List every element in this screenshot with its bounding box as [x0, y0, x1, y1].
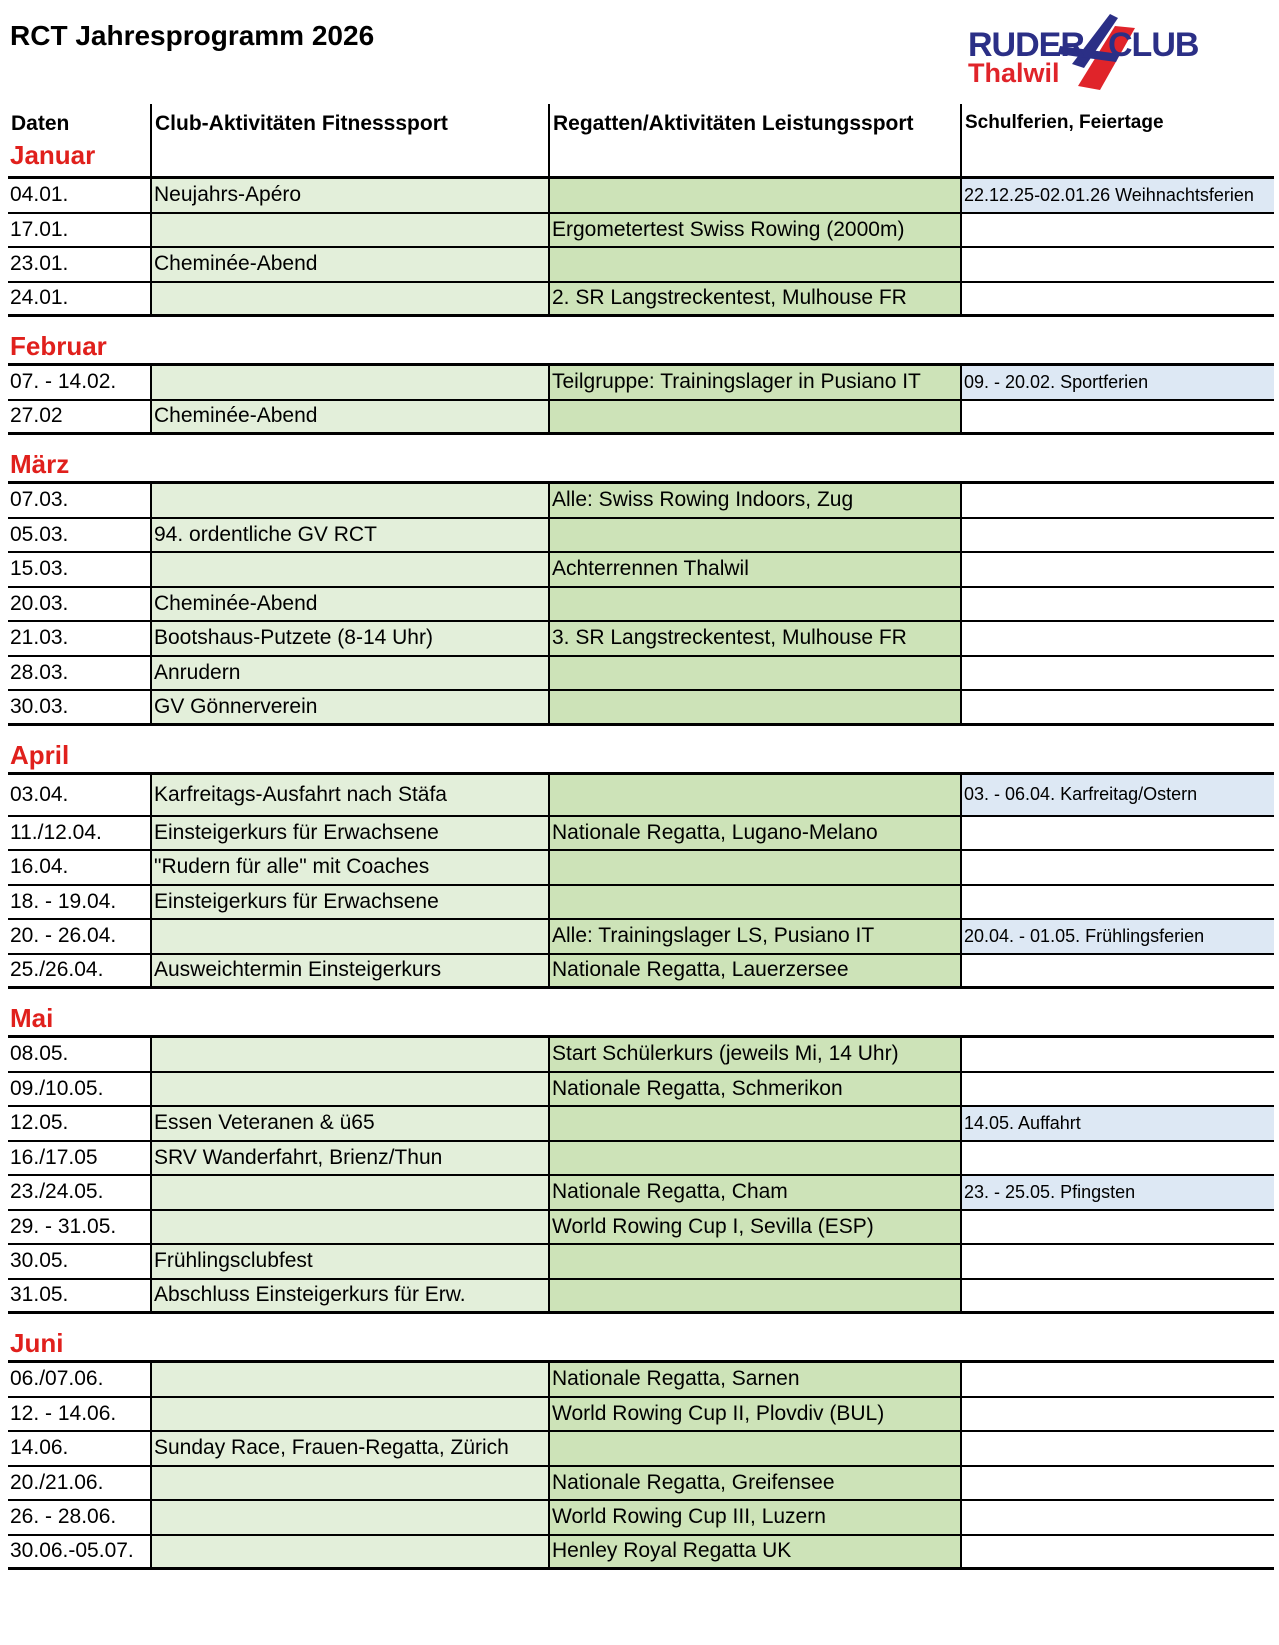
table-row	[8, 484, 1274, 519]
regatta-cell	[548, 248, 960, 281]
table-header	[8, 104, 1274, 179]
month-header	[8, 989, 1274, 1038]
holiday-cell	[960, 1363, 1274, 1396]
month-header	[8, 1314, 1274, 1363]
holiday-cell	[960, 401, 1274, 433]
regatta-cell	[548, 519, 960, 552]
date-cell: 16.04.	[10, 855, 69, 879]
date-cell: 05.03.	[10, 522, 69, 546]
table-row	[8, 817, 1274, 852]
month-label: Juni	[10, 1328, 64, 1358]
table-row	[8, 775, 1274, 817]
regatta-cell: Alle: Swiss Rowing Indoors, Zug	[548, 484, 960, 517]
club-activity-cell	[150, 553, 548, 586]
club-activity-cell: Neujahrs-Apéro	[150, 179, 548, 212]
logo-text-ruder: RUDER	[968, 26, 1084, 64]
club-activity-cell: "Rudern für alle" mit Coaches	[150, 851, 548, 884]
date-cell: 12. - 14.06.	[10, 1401, 117, 1425]
club-activity-cell	[150, 283, 548, 315]
date-cell: 29. - 31.05.	[10, 1214, 117, 1238]
holiday-cell	[960, 1038, 1274, 1071]
club-activity-cell: SRV Wanderfahrt, Brienz/Thun	[150, 1142, 548, 1175]
table-row	[8, 1245, 1274, 1280]
regatta-cell	[548, 886, 960, 919]
holiday-cell	[960, 588, 1274, 621]
table-row	[8, 366, 1274, 401]
date-cell: 27.02	[10, 404, 63, 428]
page-title: RCT Jahresprogramm 2026	[10, 20, 375, 51]
regatta-cell: Achterrennen Thalwil	[548, 553, 960, 586]
regatta-cell: Ergometertest Swiss Rowing (2000m)	[548, 214, 960, 247]
club-activity-cell	[150, 1363, 548, 1396]
holiday-cell	[960, 1280, 1274, 1312]
month-header	[8, 317, 1274, 366]
regatta-cell: Nationale Regatta, Lugano-Melano	[548, 817, 960, 850]
club-activity-cell	[150, 1211, 548, 1244]
date-cell: 20.03.	[10, 591, 69, 615]
club-activity-cell: Bootshaus-Putzete (8-14 Uhr)	[150, 622, 548, 655]
regatta-cell: Alle: Trainingslager LS, Pusiano IT	[548, 920, 960, 953]
club-activity-cell	[150, 1398, 548, 1431]
header-club: Club-Aktivitäten Fitnesssport	[150, 104, 550, 176]
holiday-cell	[960, 691, 1274, 723]
logo-text-club: CLUB	[1108, 26, 1199, 64]
holiday-cell: 22.12.25-02.01.26 Weihnachtsferien	[960, 179, 1274, 212]
holiday-cell	[960, 1432, 1274, 1465]
table-row	[8, 851, 1274, 886]
club-activity-cell	[150, 366, 548, 399]
holiday-cell	[960, 214, 1274, 247]
holiday-cell	[960, 1467, 1274, 1500]
logo-text-thalwil: Thalwil	[968, 58, 1060, 88]
table-row	[8, 1432, 1274, 1467]
regatta-cell	[548, 179, 960, 212]
date-cell: 03.04.	[10, 782, 69, 806]
regatta-cell	[548, 588, 960, 621]
regatta-cell: Nationale Regatta, Sarnen	[548, 1363, 960, 1396]
regatta-cell: Teilgruppe: Trainingslager in Pusiano IT	[548, 366, 960, 399]
table-row	[8, 622, 1274, 657]
date-cell: 17.01.	[10, 217, 69, 241]
holiday-cell	[960, 283, 1274, 315]
date-cell: 30.06.-05.07.	[10, 1539, 134, 1563]
table-row	[8, 179, 1274, 214]
date-cell: 15.03.	[10, 557, 69, 581]
date-cell: 07. - 14.02.	[10, 370, 117, 394]
regatta-cell	[548, 1107, 960, 1140]
program-table	[8, 104, 1274, 1570]
regatta-cell	[548, 691, 960, 723]
holiday-cell: 14.05. Auffahrt	[960, 1107, 1274, 1140]
holiday-cell	[960, 1398, 1274, 1431]
holiday-cell: 20.04. - 01.05. Frühlingsferien	[960, 920, 1274, 953]
club-activity-cell	[150, 1073, 548, 1106]
club-activity-cell	[150, 484, 548, 517]
table-row	[8, 519, 1274, 554]
regatta-cell: 2. SR Langstreckentest, Mulhouse FR	[548, 283, 960, 315]
table-row	[8, 214, 1274, 249]
regatta-cell: Nationale Regatta, Cham	[548, 1176, 960, 1209]
regatta-cell	[548, 1142, 960, 1175]
club-activity-cell: Ausweichtermin Einsteigerkurs	[150, 955, 548, 987]
regatta-cell	[548, 1432, 960, 1465]
header-holidays: Schulferien, Feiertage	[960, 104, 1276, 176]
club-activity-cell: Cheminée-Abend	[150, 588, 548, 621]
holiday-cell	[960, 484, 1274, 517]
table-row	[8, 588, 1274, 623]
date-cell: 23.01.	[10, 252, 69, 276]
month-header	[8, 435, 1274, 484]
table-row	[8, 657, 1274, 692]
regatta-cell: Start Schülerkurs (jeweils Mi, 14 Uhr)	[548, 1038, 960, 1071]
table-row	[8, 1038, 1274, 1073]
holiday-cell	[960, 955, 1274, 987]
holiday-cell	[960, 1142, 1274, 1175]
holiday-cell	[960, 657, 1274, 690]
table-row	[8, 1142, 1274, 1177]
holiday-cell	[960, 1536, 1274, 1568]
date-cell: 25./26.04.	[10, 958, 104, 982]
holiday-cell: 23. - 25.05. Pfingsten	[960, 1176, 1274, 1209]
club-activity-cell: Einsteigerkurs für Erwachsene	[150, 817, 548, 850]
date-cell: 28.03.	[10, 660, 69, 684]
club-activity-cell: Einsteigerkurs für Erwachsene	[150, 886, 548, 919]
holiday-cell	[960, 553, 1274, 586]
club-activity-cell: Essen Veteranen & ü65	[150, 1107, 548, 1140]
holiday-cell	[960, 851, 1274, 884]
table-row	[8, 248, 1274, 283]
holiday-cell	[960, 1245, 1274, 1278]
holiday-cell: 09. - 20.02. Sportferien	[960, 366, 1274, 399]
club-activity-cell	[150, 1176, 548, 1209]
club-activity-cell: Sunday Race, Frauen-Regatta, Zürich	[150, 1432, 548, 1465]
holiday-cell	[960, 1073, 1274, 1106]
club-activity-cell	[150, 1501, 548, 1534]
regatta-cell: 3. SR Langstreckentest, Mulhouse FR	[548, 622, 960, 655]
club-activity-cell	[150, 1467, 548, 1500]
table-row	[8, 401, 1274, 436]
month-label: Februar	[10, 331, 107, 361]
date-cell: 07.03.	[10, 488, 69, 512]
table-row	[8, 1073, 1274, 1108]
holiday-cell	[960, 1211, 1274, 1244]
club-activity-cell	[150, 1038, 548, 1071]
regatta-cell: World Rowing Cup II, Plovdiv (BUL)	[548, 1398, 960, 1431]
table-row	[8, 691, 1274, 726]
table-row	[8, 1211, 1274, 1246]
regatta-cell: Henley Royal Regatta UK	[548, 1536, 960, 1568]
regatta-cell: World Rowing Cup I, Sevilla (ESP)	[548, 1211, 960, 1244]
date-cell: 04.01.	[10, 183, 69, 207]
regatta-cell	[548, 657, 960, 690]
table-row	[8, 886, 1274, 921]
date-cell: 26. - 28.06.	[10, 1505, 117, 1529]
table-row	[8, 1107, 1274, 1142]
date-cell: 23./24.05.	[10, 1180, 104, 1204]
date-cell: 14.06.	[10, 1436, 69, 1460]
table-row	[8, 1536, 1274, 1571]
date-cell: 30.05.	[10, 1249, 69, 1273]
date-cell: 11./12.04.	[10, 820, 102, 844]
regatta-cell	[548, 851, 960, 884]
club-activity-cell	[150, 214, 548, 247]
date-cell: 24.01.	[10, 286, 69, 310]
holiday-cell	[960, 886, 1274, 919]
regatta-cell: Nationale Regatta, Greifensee	[548, 1467, 960, 1500]
month-label: März	[10, 449, 70, 479]
club-activity-cell: Frühlingsclubfest	[150, 1245, 548, 1278]
holiday-cell	[960, 248, 1274, 281]
date-cell: 21.03.	[10, 626, 69, 650]
table-row	[8, 1280, 1274, 1315]
holiday-cell	[960, 1501, 1274, 1534]
date-cell: 18. - 19.04.	[10, 889, 117, 913]
club-activity-cell: Cheminée-Abend	[150, 401, 548, 433]
header-regatta: Regatten/Aktivitäten Leistungssport	[548, 104, 962, 176]
date-cell: 08.05.	[10, 1042, 69, 1066]
regatta-cell	[548, 775, 960, 815]
table-row	[8, 553, 1274, 588]
table-row	[8, 920, 1274, 955]
table-body	[8, 179, 1274, 1570]
table-row	[8, 1467, 1274, 1502]
club-activity-cell: Abschluss Einsteigerkurs für Erw.	[150, 1280, 548, 1312]
club-activity-cell: GV Gönnerverein	[150, 691, 548, 723]
club-activity-cell	[150, 1536, 548, 1568]
holiday-cell	[960, 519, 1274, 552]
club-activity-cell: Anrudern	[150, 657, 548, 690]
holiday-cell	[960, 817, 1274, 850]
date-cell: 12.05.	[10, 1111, 69, 1135]
date-cell: 20./21.06.	[10, 1470, 104, 1494]
table-row	[8, 1501, 1274, 1536]
holiday-cell: 03. - 06.04. Karfreitag/Ostern	[960, 775, 1274, 815]
regatta-cell	[548, 401, 960, 433]
club-logo	[960, 6, 1200, 94]
regatta-cell: Nationale Regatta, Lauerzersee	[548, 955, 960, 987]
table-row	[8, 1363, 1274, 1398]
regatta-cell: World Rowing Cup III, Luzern	[548, 1501, 960, 1534]
holiday-cell	[960, 622, 1274, 655]
date-cell: 30.03.	[10, 694, 69, 718]
header-date: Daten	[11, 112, 70, 135]
table-row	[8, 1176, 1274, 1211]
club-activity-cell: 94. ordentliche GV RCT	[150, 519, 548, 552]
date-cell: 31.05.	[10, 1283, 69, 1307]
month-label: Mai	[10, 1003, 54, 1033]
table-row	[8, 1398, 1274, 1433]
month-label: April	[10, 739, 70, 770]
club-activity-cell	[150, 920, 548, 953]
date-cell: 20. - 26.04.	[10, 924, 117, 948]
date-cell: 09./10.05.	[10, 1076, 104, 1100]
month-label: Januar	[10, 140, 96, 170]
date-cell: 16./17.05	[10, 1145, 98, 1169]
month-header	[8, 726, 1274, 775]
date-cell: 06./07.06.	[10, 1367, 104, 1391]
club-activity-cell: Cheminée-Abend	[150, 248, 548, 281]
club-activity-cell: Karfreitags-Ausfahrt nach Stäfa	[150, 775, 548, 815]
regatta-cell	[548, 1280, 960, 1312]
table-row	[8, 955, 1274, 990]
regatta-cell	[548, 1245, 960, 1278]
table-row	[8, 283, 1274, 318]
regatta-cell: Nationale Regatta, Schmerikon	[548, 1073, 960, 1106]
